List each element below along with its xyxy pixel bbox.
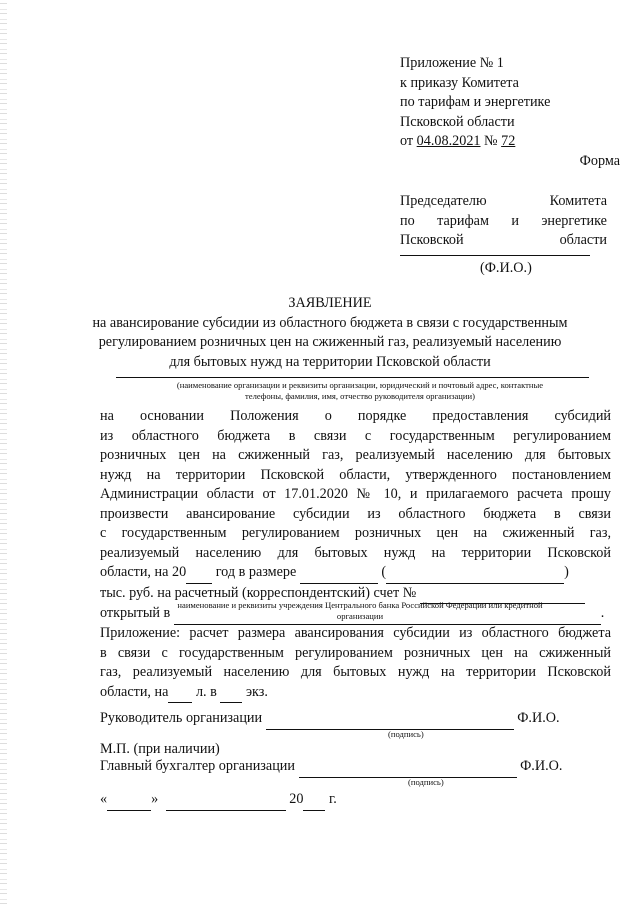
chairman-name-line[interactable]: [400, 255, 590, 256]
statement-heading: ЗАЯВЛЕНИЕ: [288, 295, 372, 311]
open-quote: «: [100, 791, 108, 807]
date-year-suffix: г.: [329, 791, 337, 807]
accountant-signature-line: [100, 757, 562, 778]
body-line: реализуемый населению для бытовых нужд на территории Псковской: [100, 544, 611, 561]
amount-field[interactable]: [300, 563, 378, 584]
year-field[interactable]: [186, 563, 212, 584]
copies-field[interactable]: [220, 683, 242, 704]
head-signature-hint: (подпись): [388, 729, 424, 739]
organization-hint-line-2: телефоны, фамилия, имя, отчество руководителя организации): [245, 390, 475, 401]
day-field[interactable]: [107, 790, 151, 811]
addressee-word: энергетике: [541, 212, 607, 229]
accountant-signature-hint: (подпись): [408, 777, 444, 787]
body-line: произвести авансирование субсидии из областного бюджета в связи: [100, 505, 611, 522]
addressee-word: Комитета: [549, 193, 607, 209]
amount-words-field[interactable]: [386, 563, 564, 584]
organization-hint: [100, 380, 620, 401]
head-signature-field[interactable]: [266, 709, 514, 730]
attachment-line: в связи с государственным регулированием розничных цен на сжиженный: [100, 644, 611, 661]
statement-subtitle-2: регулированием розничных цен на сжиженный газ, реализуемый населению: [98, 334, 562, 350]
head-signature-line: [100, 709, 560, 730]
addressee-word: по: [400, 212, 415, 229]
accountant-label: Главный бухгалтер организации: [100, 758, 295, 774]
header-date-line: [400, 132, 620, 152]
addressee-word: и: [511, 212, 519, 229]
accountant-fio: Ф.И.О.: [520, 758, 563, 774]
close-paren: ): [564, 564, 569, 580]
attachment-prefix: области, на: [100, 683, 169, 700]
opened-end: .: [600, 605, 605, 621]
number-prefix: №: [484, 133, 498, 149]
statement-subtitle-1: на авансирование субсидии из областного бюджета в связи с государственным: [92, 314, 568, 331]
date-year-prefix: 20: [289, 791, 304, 807]
order-number: 72: [501, 133, 516, 149]
addressee-word: Псковской: [400, 232, 464, 248]
body-line: с государственным регулированием розничных цен на сжиженный газ,: [100, 525, 611, 541]
head-label: Руководитель организации: [100, 710, 263, 726]
stamp-label: М.П. (при наличии): [100, 741, 220, 757]
header-line-2: к приказу Комитета: [400, 74, 519, 91]
addressee-line-1: [400, 192, 607, 212]
close-quote: »: [151, 791, 159, 807]
month-field[interactable]: [166, 790, 286, 811]
addressee-word: тарифам: [437, 212, 489, 229]
date-prefix: от: [400, 133, 414, 149]
approval-header: [400, 54, 620, 152]
addressee-word: Председателю: [400, 193, 487, 209]
header-line-1: Приложение № 1: [400, 55, 504, 71]
body-line: Администрации области от 17.01.2020 № 10, и прилагаемого расчета прошу: [100, 486, 611, 502]
header-line-3: по тарифам и энергетике: [400, 94, 551, 110]
head-fio: Ф.И.О.: [517, 710, 560, 726]
header-line-4: Псковской области: [400, 113, 515, 130]
account-text: тыс. руб. на расчетный (корреспондентский) счет №: [100, 584, 417, 601]
addressee-word: области: [559, 232, 607, 248]
body-line: розничных цен на сжиженный газ, реализуемый населению для бытовых: [100, 447, 611, 463]
bank-hint-line-2: организации: [336, 610, 384, 621]
attachment-last-line: [100, 683, 611, 704]
attachment-suffix: экз.: [245, 683, 268, 700]
attachment-middle: л. в: [195, 683, 217, 700]
open-paren: (: [381, 564, 387, 580]
body-line: нужд на территории Псковской области, утвержденного постановлением: [100, 466, 611, 483]
statement-body: [100, 407, 611, 625]
statement-subtitle-3: для бытовых нужд на территории Псковской области: [169, 353, 491, 370]
accountant-signature-field[interactable]: [299, 757, 517, 778]
organization-name-line[interactable]: [116, 377, 589, 378]
sheets-field[interactable]: [168, 683, 192, 704]
attachment-block: [100, 624, 611, 703]
amount-prefix: области, на: [100, 564, 169, 580]
amount-line: [100, 563, 611, 584]
form-label: Форма: [579, 153, 620, 169]
scan-edge: [0, 0, 7, 905]
addressee-block: [400, 192, 607, 251]
order-date: 04.08.2021: [416, 133, 481, 149]
opened-text: открытый в: [100, 605, 171, 621]
bank-hint-line-1: наименование и реквизиты учреждения Центрального банка Российской Федерации или кредитной: [177, 600, 543, 610]
fio-caption: (Ф.И.О.): [480, 260, 532, 276]
attachment-line: Приложение: расчет размера авансирования субсидии из областного бюджета: [100, 625, 611, 641]
year-suffix: год в размере: [215, 564, 297, 580]
organization-hint-line-1: (наименование организации и реквизиты организации, юридический и почтовый адрес, контактные: [176, 380, 544, 390]
statement-title: [80, 294, 580, 372]
body-line: из областного бюджета в связи с государственным регулированием: [100, 427, 611, 444]
body-line: на основании Положения о порядке предоставления субсидий: [100, 408, 611, 424]
year-prefix: 20: [171, 564, 187, 580]
date-line: [100, 790, 337, 811]
attachment-line: газ, реализуемый населению для бытовых нужд на территории Псковской: [100, 664, 611, 680]
date-year-field[interactable]: [303, 790, 325, 811]
addressee-line-2: [400, 212, 607, 232]
addressee-line-3: [400, 231, 607, 251]
bank-hint: [110, 600, 610, 621]
